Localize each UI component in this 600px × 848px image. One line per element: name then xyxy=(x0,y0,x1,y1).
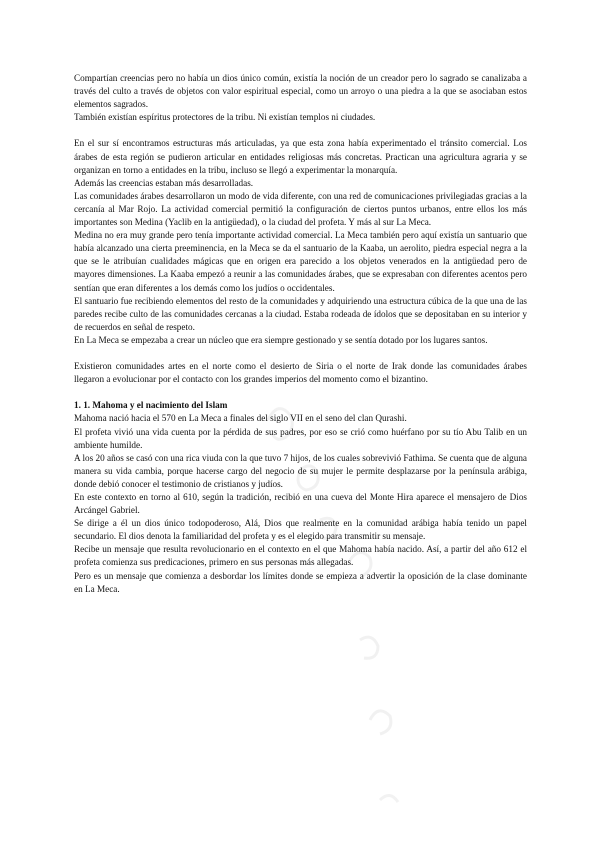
paragraph: Se dirige a él un dios único todopoderoso, Alá, Dios que realmente en la comunidad arábiga había tenido un papel secundario. El dios denota la familiaridad del profeta y es el elegido para transmitir su mensaje. xyxy=(74,518,527,542)
paragraph: En este contexto en torno al 610, según la tradición, recibió en una cueva del Monte Hira aparece el mensajero de Dios Arcángel Gabriel. xyxy=(74,492,527,516)
paragraph-gap xyxy=(74,347,527,360)
paragraph: Compartían creencias pero no había un dios único común, existía la noción de un creador pero lo sagrado se canalizaba a través del culto a través de objetos con valor espiritual especial, como un arroyo o una piedra a la que se asociaban estos elementos sagrados. xyxy=(74,73,527,110)
paragraph: Medina no era muy grande pero tenía importante actividad comercial. La Meca también pero aquí existía un santuario que había alcanzado una cierta preeminencia, en la Meca se da el santuario de la Kaaba, un aerolito, piedra especial negra a la que se le atribuían cualidades mágicas que en origen era parecido a los objetos venerados en la antigüedad pero de mayores dimensiones. La Kaaba empezó a reunir a las comunidades árabes, que se expresaban con diferentes acentos pero sentían que eran diferentes a los demás como los judíos o occidentales. xyxy=(74,230,527,293)
paragraph-gap xyxy=(74,386,527,399)
paragraph: Mahoma nació hacia el 570 en La Meca a finales del siglo VII en el seno del clan Qurashi. xyxy=(74,413,407,424)
paragraph: El profeta vivió una vida cuenta por la pérdida de sus padres, por eso se crió como huérfano por su tío Abu Talib en un ambiente humilde. xyxy=(74,426,527,450)
paragraph: El santuario fue recibiendo elementos del resto de la comunidades y adquiriendo una estructura cúbica de la que una de las paredes recibe culto de las comunidades cercanas a la ciudad. Estaba rodeada de ídolos que se depositaban en su interior y de recuerdos en señal de respeto. xyxy=(74,295,527,332)
paragraph: Recibe un mensaje que resulta revolucionario en el contexto en el que Mahoma había nacido. Así, a partir del año 612 el profeta comienza sus predicaciones, primero en sus personas más allegadas. xyxy=(74,544,527,568)
paragraph: También existían espíritus protectores de la tribu. Ni existían templos ni ciudades. xyxy=(74,112,376,123)
paragraph: A los 20 años se casó con una rica viuda con la que tuvo 7 hijos, de los cuales sobrevivió Fathima. Se cuenta que de alguna manera su vida cambia, porque hacerse cargo del negocio de su mujer le permite desplazarse por la península arábiga, donde debió conocer el testimonio de cristianos y judíos. xyxy=(74,452,527,489)
paragraph: Además las creencias estaban más desarrolladas. xyxy=(74,177,254,188)
paragraph: Existieron comunidades artes en el norte como el desierto de Siria o el norte de Irak donde las comunidades árabes llegaron a evolucionar por el contacto con los grandes imperios del momento como el bizantino. xyxy=(74,361,527,385)
paragraph: En el sur sí encontramos estructuras más articuladas, ya que esta zona había experimentado el tránsito comercial. Los árabes de esta región se pudieron articular en entidades religiosas más concretas. Practican una agricultura agraria y se organizan en torno a entidades en la tribu, incluso se llegó a experimentar la monarquía. xyxy=(74,138,527,175)
paragraph: Las comunidades árabes desarrollaron un modo de vida diferente, con una red de comunicaciones privilegiadas gracias a la cercanía al Mar Rojo. La actividad comercial permitió la configuración de ciertos puntos urbanos, entre ellos los más importantes son Medina (Yaclib en la antigüedad), o la ciudad del profeta. Y más al sur La Meca. xyxy=(74,190,527,228)
paragraph: En La Meca se empezaba a crear un núcleo que era siempre gestionado y se sentía dotado por los lugares santos. xyxy=(74,334,488,345)
paragraph-gap xyxy=(74,124,527,137)
section-heading: 1. 1. Mahoma y el nacimiento del Islam xyxy=(74,400,228,411)
paragraph: Pero es un mensaje que comienza a desbordar los límites donde se empieza a advertir la oposición de la clase dominante en La Meca. xyxy=(74,570,527,594)
document-body xyxy=(74,72,527,596)
